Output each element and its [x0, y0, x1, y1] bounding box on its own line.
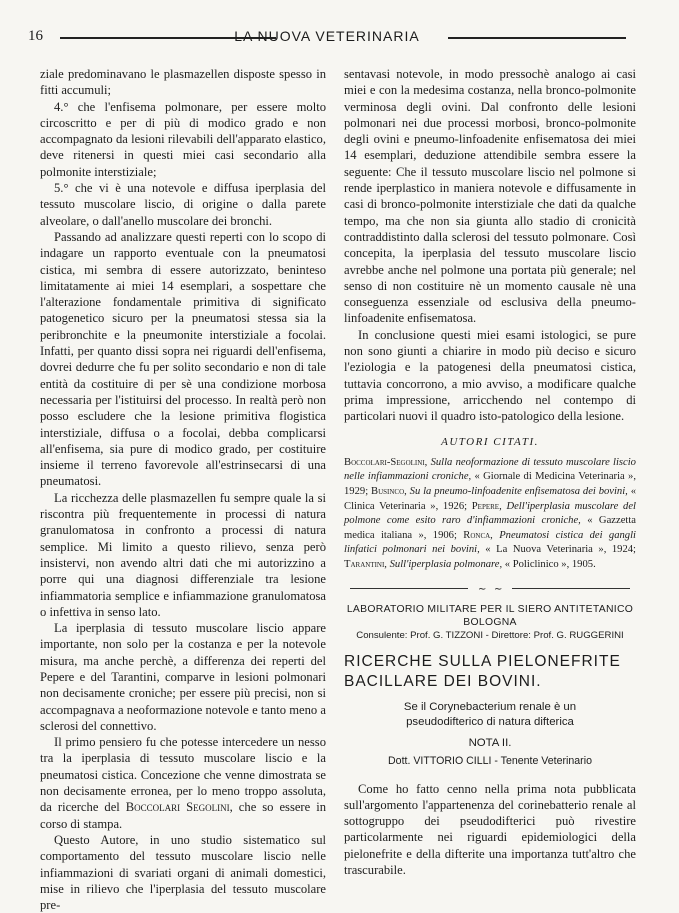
paragraph: 4.° che l'enfisema polmonare, per essere molto circoscritto e per di più di modico grado e non accompagnato da lesioni rilevabili dell'apparato elastico, deve ritenersi in questi miei casi secondario alla polmonite interstiziale; [40, 99, 326, 179]
article-part: NOTA II. [468, 736, 512, 749]
running-header [28, 28, 626, 48]
paragraph-text: , che so essere in corso di stampa. [40, 800, 326, 831]
reference-source: « Policlinico », 1905. [504, 558, 596, 570]
divider-line [512, 588, 630, 589]
reference-title: Sulla neoformazione di tessuto muscolare liscio nelle infiammazioni croniche, [344, 456, 636, 483]
paragraph: 5.° che vi è una notevole e diffusa iperplasia del tessuto muscolare liscio, di origine o dalla parete alveolare, o dall'anello muscolare dei bronchi. [40, 181, 326, 228]
article-subtitle: pseudodifterico di natura difterica [406, 715, 574, 728]
references-list [344, 456, 636, 573]
reference-author: Pepere, [471, 500, 502, 512]
reference-source: « Gazzetta medica italiana », 1906; [344, 515, 636, 541]
paragraph-text: Il primo pensiero fu che potesse intercedere un nesso tra la iperplasia di tessuto muscolare liscio e la pneumatosi cistica. Concezione che venne dimostrata se non decisamente erronea, per lo meno troppo assoluta, da ricerche del [40, 735, 326, 815]
reference-title: Sull'iperplasia polmonare, [389, 558, 503, 570]
paragraph: Come ho fatto cenno nella prima nota pubblicata sull'argomento l'appartenenza del corinebatterio renale al sottogruppo dei pseudodifterici può rivestire particolarmente nei riguardi epidemiologici della pielonefrite e della difterite una importanza tutt'altro che trascurabile. [344, 781, 636, 878]
reference-title: Pneumatosi cistica dei gangli linfatici polmonari nei bovini, [344, 529, 636, 556]
running-title: LA NUOVA VETERINARIA [234, 28, 420, 44]
paragraph: La iperplasia di tessuto muscolare liscio appare importante, non solo per la costanza e per la notevole misura, ma anche perchè, a differenza dei reperti del Pepere e del Tarantini, comparve in lesioni polmonari non decisamente croniche; per essere più precisi, non si accompagnava a neoformazione notevole e tanto meno a sclerosi del connettivo. [40, 621, 326, 733]
header-rule-right [448, 37, 626, 39]
paragraph: ziale predominavano le plasmazellen disposte spesso in fitti accumuli; [40, 67, 326, 98]
laboratory-name: LABORATORIO MILITARE PER IL SIERO ANTITETANICO [346, 603, 634, 615]
paragraph: La ricchezza delle plasmazellen fu sempre quale la si riscontra più frequentemente in processi di natura granulomatosa in confronto a processi di natura semplice. Mi limito a questo rilievo, senza però insistervi, non avendo altri dati che mi autorizzino a porre qui una diagnosi differenziale tra lesione infiammatoria semplice e infiammazione granulomatosa o infettiva in senso lato. [40, 490, 326, 619]
reference-source: « Giornale di Medicina Veterinaria », 1929; [344, 471, 636, 498]
divider-ornament-icon: ∼ [478, 583, 487, 595]
article-title: RICERCHE SULLA PIELONEFRITE BACILLARE DEI BOVINI. [344, 652, 621, 690]
article-subtitle: Se il Corynebacterium renale è un [403, 700, 577, 713]
divider-ornament-icon: ∼ [494, 583, 503, 595]
paragraph: Questo Autore, in uno studio sistematico sul comportamento del tessuto muscolare liscio nelle infiammazioni di svariati organi di animali domestici, mise in rilievo che l'iperplasia del tessuto muscolare pre- [40, 832, 326, 913]
divider-line [350, 588, 468, 589]
paragraph: Passando ad analizzare questi reperti con lo scopo di indagare un rapporto eventuale con la pneumatosi cistica, mi sembra di essere autorizzato, beninteso limitatamente ai miei 14 esemplari, a sospettare che l'alterazione fondamentale primitiva di significato patogenetico sicuro per la pneumatosi stessa sia la peribronchite e la pneumonite interstiziale a focolai. Infatti, per quanto dissi sopra nei riguardi dell'enfisema, dovrei dedurre che fu per solito secondario e non di tale entità da costituire di per sè una condizione morbosa necessaria per l'istituirsi del processo. In realtà però non posso escludere che la lesione primitiva flogistica interstiziale, diffusa o a focolai, debba complicarsi all'enfisema, sia pure di modico grado, per costituire insieme il terreno favorevole all'estrinsecarsi di una pneumatosi. [40, 229, 326, 489]
paragraph: sentavasi notevole, in modo pressochè analogo ai casi miei e con la medesima costanza, nella bronco-polmonite verminosa degli ovini. Dal confronto delle lesioni polmonari nei due processi morbosi, bronco-polmonite degli ovini e pneumo-linfoadenite enfisematosa dei miei 14 esemplari, deduzione attendibile sembra essere la seguente: Che il tessuto muscolare liscio nel polmone si rende iperplastico in maniera notevole e diffusamente in casi di bronco-polmonite interstiziale che dati da qualche tempo, ma che non sia giunta allo stadio di cronicità contraddistinto dalla sclerosi del tessuto polmonare. Così concepita, la iperplasia del tessuto muscolare liscio avrebbe anche nel polmone una portata più generale; nel senso di non costituire nè un momento causale nè una conseguenza essenziale od esclusiva della pneumo-linfoadenite enfisematosa. [344, 67, 636, 326]
right-column [344, 66, 636, 878]
page-number: 16 [28, 28, 43, 44]
reference-source: « Clinica Veterinaria », 1926; [344, 486, 636, 512]
left-column [40, 66, 326, 913]
laboratory-staff: Consulente: Prof. G. TIZZONI - Direttore: Prof. G. RUGGERINI [356, 629, 624, 641]
section-divider [344, 583, 636, 595]
paragraph: In conclusione questi miei esami istologici, se pure non sono giunti a chiarire in modo più deciso e sicuro l'eziologia e la patogenesi della pneumatosi cistica, tuttavia concorrono, a mio avviso, a modificare qualche prima impressione, arricchendo nel contempo di particolari nuovi il quadro isto-patologico della lesione. [344, 327, 636, 424]
references-heading: AUTORI CITATI. [441, 435, 539, 448]
reference-title: Su la pneumo-linfoadenite enfisematosa dei bovini, [409, 486, 628, 498]
reference-author: Tarantini, [344, 558, 387, 570]
laboratory-city: BOLOGNA [463, 616, 517, 628]
reference-source: « La Nuova Veterinaria », 1924; [485, 544, 636, 556]
article-author: Dott. VITTORIO CILLI - Tenente Veterinario [388, 754, 592, 767]
paragraph [40, 734, 326, 832]
reference-title: Dell'iperplasia muscolare del polmone come esito raro d'infiammazioni croniche, [344, 500, 636, 527]
reference-author: Businco, [371, 486, 407, 498]
reference-author: Boccolari-Segolini, [344, 456, 428, 468]
author-name: Boccolari Segolini [125, 800, 230, 815]
reference-author: Ronca, [463, 529, 493, 541]
